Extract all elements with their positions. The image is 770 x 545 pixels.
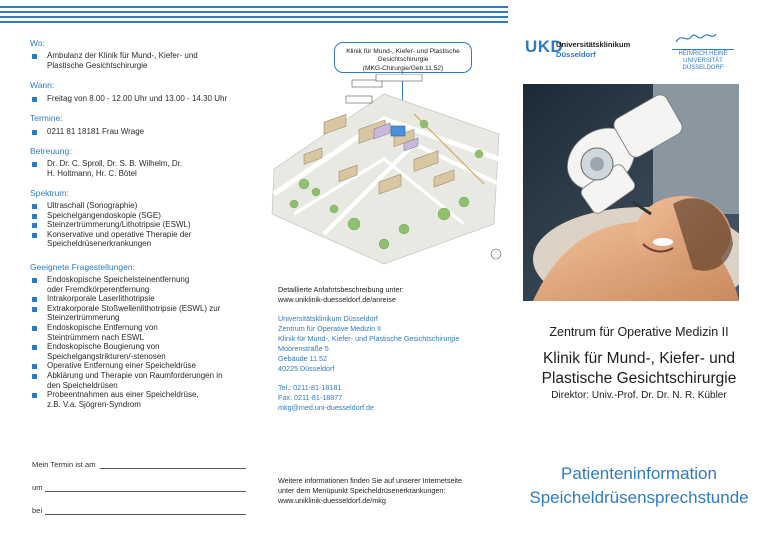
list-item: Ultraschall (Sonographie) xyxy=(30,201,252,211)
more-info-link[interactable]: www.uniklinik-duesseldorf.de/mkg xyxy=(278,496,386,505)
contact-fax: Fax: 0211-81-18877 xyxy=(278,393,343,402)
page-title-line-2: Speicheldrüsensprechstunde xyxy=(529,488,749,507)
list-item: Steinzertrümmerung/Lithotripsie (ESWL) xyxy=(30,220,252,230)
klinik-title-line-2: Plastische Gesichtschirurgie xyxy=(541,370,737,387)
list-item: Dr. Dr. C. Sproll, Dr. S. B. Wilhelm, Dr. H. Holtmann, Hr. C. Bötel xyxy=(30,159,190,178)
section-wann xyxy=(30,80,252,104)
ukd-logo-line-1: Universitätsklinikum xyxy=(556,40,631,49)
heading-fragestellungen: Geeignete Fragestellungen: xyxy=(30,262,135,272)
direktor-line: Direktor: Univ.-Prof. Dr. Dr. N. R. Kübler xyxy=(551,390,727,401)
callout-line-1: Klinik für Mund-, Kiefer- und Plastische Gesichtschirurgie xyxy=(346,48,460,64)
address-line-3: Klinik für Mund-, Kiefer- und Plastische Gesichtschirurgie xyxy=(278,334,460,343)
list-item: Speichelgangendoskopie (SGE) xyxy=(30,211,252,221)
hhu-logo xyxy=(672,49,734,72)
campus-map xyxy=(264,74,506,266)
address-line-5: Gebäude 11.52 xyxy=(278,354,328,363)
list-item: Intrakorporale Laserlithotripsie xyxy=(30,294,252,304)
callout-line-2: (MKG-Chirurgie/Geb.11.52) xyxy=(362,64,444,72)
list-item: Probeentnahmen aus einer Speicheldrüse, z.B. V.a. Sjögren-Syndrom xyxy=(30,390,205,409)
heading-betreuung: Betreuung: xyxy=(30,146,72,156)
hhu-logo-text: HEINRICH HEINE UNIVERSITÄT DÜSSELDORF xyxy=(672,49,734,72)
list-item: Endoskopische Bougierung von Speichelgangstrikturen/-stenosen xyxy=(30,342,200,361)
heading-wann: Wann: xyxy=(30,80,55,90)
heading-spektrum: Spektrum: xyxy=(30,188,69,198)
termin-time-label: um xyxy=(32,483,43,492)
ukd-logo: UKD xyxy=(525,37,564,56)
list-item: Operative Entfernung einer Speicheldrüse xyxy=(30,361,252,371)
zentrum-title: Zentrum für Operative Medizin II xyxy=(549,325,729,339)
anfahrt-line-1: Detaillierte Anfahrtsbeschreibung unter: xyxy=(278,285,404,294)
termin-date-label: Mein Termin ist am xyxy=(32,460,96,469)
heading-termine: Termine: xyxy=(30,113,63,123)
contact-email[interactable]: mkg@med.uni-duesseldorf.de xyxy=(278,403,374,412)
more-info-line-2: unter dem Menüpunkt Speicheldrüsenerkrankungen: xyxy=(278,486,446,495)
list-item: Endoskopische Speichelsteinentfernung oder Fremdkörperentfernung xyxy=(30,275,200,294)
section-termine xyxy=(30,113,252,137)
page-title-line-1: Patienteninformation xyxy=(561,464,717,483)
list-item: Konservative und operative Therapie der Speicheldrüsenerkrankungen xyxy=(30,230,205,249)
hhu-signature-icon xyxy=(674,30,718,46)
anfahrt-link[interactable]: www.uniklinik-duesseldorf.de/anreise xyxy=(278,295,396,304)
address-line-2: Zentrum für Operative Medizin II xyxy=(278,324,382,333)
contact-tel: Tel.: 0211-81-18181 xyxy=(278,383,342,392)
section-spektrum xyxy=(30,188,252,249)
list-item: Endoskopische Entfernung von Steintrümmern nach ESWL xyxy=(30,323,190,342)
patient-photo xyxy=(523,84,739,301)
section-betreuung xyxy=(30,146,252,178)
termin-date-field[interactable] xyxy=(100,468,246,469)
list-item: Ambulanz der Klinik für Mund-, Kiefer- und Plastische Gesichtschirurgie xyxy=(30,51,200,70)
address-line-1: Universitätsklinikum Düsseldorf xyxy=(278,314,378,323)
list-item: Abklärung und Therapie von Raumforderungen in den Speicheldrüsen xyxy=(30,371,230,390)
termin-doctor-field[interactable] xyxy=(45,514,246,515)
termin-doctor-label: bei xyxy=(32,506,43,515)
building-callout xyxy=(334,42,472,73)
more-info-line-1: Weitere informationen finden Sie auf unserer Internetseite xyxy=(278,476,463,485)
ukd-logo-line-2: Düsseldorf xyxy=(556,50,596,59)
section-wo xyxy=(30,38,252,70)
list-item: 0211 81 18181 Frau Wrage xyxy=(30,127,252,137)
address-line-4: Moorenstraße 5 xyxy=(278,344,329,353)
termin-time-field[interactable] xyxy=(45,491,246,492)
list-item: Freitag von 8.00 - 12.00 Uhr und 13.00 - 14.30 Uhr xyxy=(30,94,252,104)
section-fragestellungen xyxy=(30,262,252,409)
klinik-title-line-1: Klinik für Mund-, Kiefer- und xyxy=(542,350,736,367)
list-item: Extrakorporale Stoßwellenlithotripsie (ESWL) zur Steinzertrümmerung xyxy=(30,304,230,323)
address-line-6: 40225 Düsseldorf xyxy=(278,364,335,373)
heading-wo: Wo: xyxy=(30,38,45,48)
